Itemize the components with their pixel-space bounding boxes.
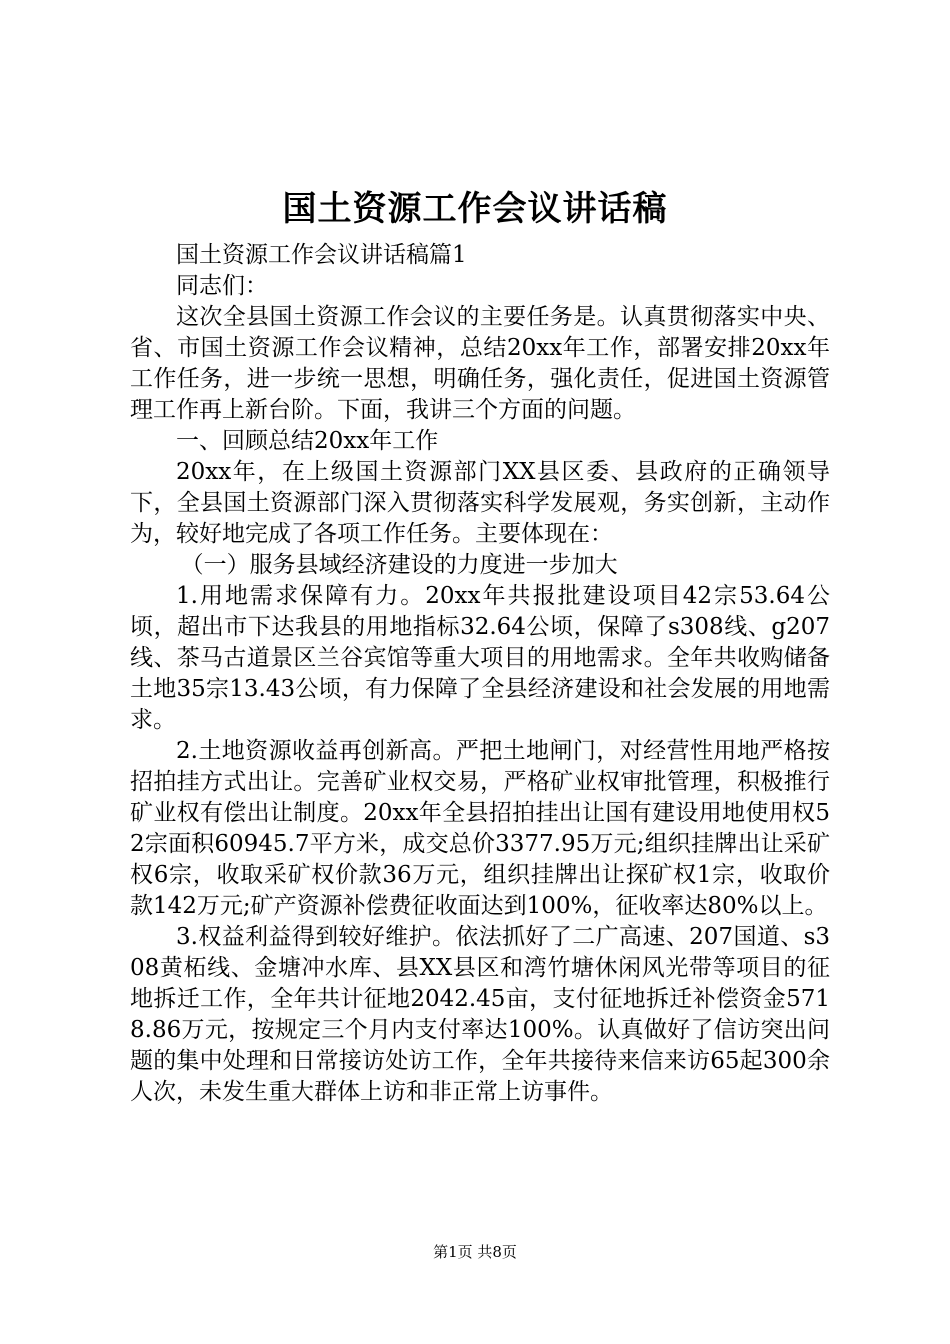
subsection-heading: （一）服务县域经济建设的力度进一步加大 bbox=[180, 552, 618, 578]
page-footer: 第1页 共8页 bbox=[433, 1243, 517, 1261]
body-paragraph: 2.土地资源收益再创新高。严把土地闸门，对经营性用地严格按招拍挂方式出让。完善矿业权交易，严格矿业权审批管理，积极推行矿业权有偿出让制度。20xx年全县招拍挂出让国有建设用地使用权52宗面积60945.7平方米，成交总价3377.95万元;组织挂牌出让采矿权6宗，收取采矿权价款36万元，组织挂牌出让探矿权1宗，收取价款142万元;矿产资源补偿费征收面达到100%，征收率达80%以上。 bbox=[130, 738, 830, 919]
body-paragraph: 这次全县国土资源工作会议的主要任务是。认真贯彻落实中央、省、市国土资源工作会议精神，总结20xx年工作，部署安排20xx年工作任务，进一步统一思想，明确任务，强化责任，促进国土资源管理工作再上新台阶。下面，我讲三个方面的问题。 bbox=[130, 304, 830, 423]
section-heading: 国土资源工作会议讲话稿篇1 bbox=[176, 242, 467, 268]
salutation: 同志们： bbox=[176, 273, 268, 299]
document-body bbox=[130, 240, 830, 1108]
section-heading: 一、回顾总结20xx年工作 bbox=[176, 428, 439, 454]
body-paragraph: 3.权益利益得到较好维护。依法抓好了二广高速、207国道、s308黄柘线、金塘冲水库、县XX县区和湾竹塘休闲风光带等项目的征地拆迁工作，全年共计征地2042.45亩，支付征地拆迁补偿资金5718.86万元，按规定三个月内支付率达100%。认真做好了信访突出问题的集中处理和日常接访处访工作，全年共接待来信来访65起300余人次，未发生重大群体上访和非正常上访事件。 bbox=[130, 924, 830, 1105]
body-paragraph: 20xx年，在上级国土资源部门XX县区委、县政府的正确领导下，全县国土资源部门深入贯彻落实科学发展观，务实创新，主动作为，较好地完成了各项工作任务。主要体现在： bbox=[130, 459, 830, 547]
body-paragraph: 1.用地需求保障有力。20xx年共报批建设项目42宗53.64公顷，超出市下达我县的用地指标32.64公顷，保障了s308线、g207线、茶马古道景区兰谷宾馆等重大项目的用地需求。全年共收购储备土地35宗13.43公顷，有力保障了全县经济建设和社会发展的用地需求。 bbox=[130, 583, 830, 733]
document-title: 国土资源工作会议讲话稿 bbox=[282, 189, 668, 229]
